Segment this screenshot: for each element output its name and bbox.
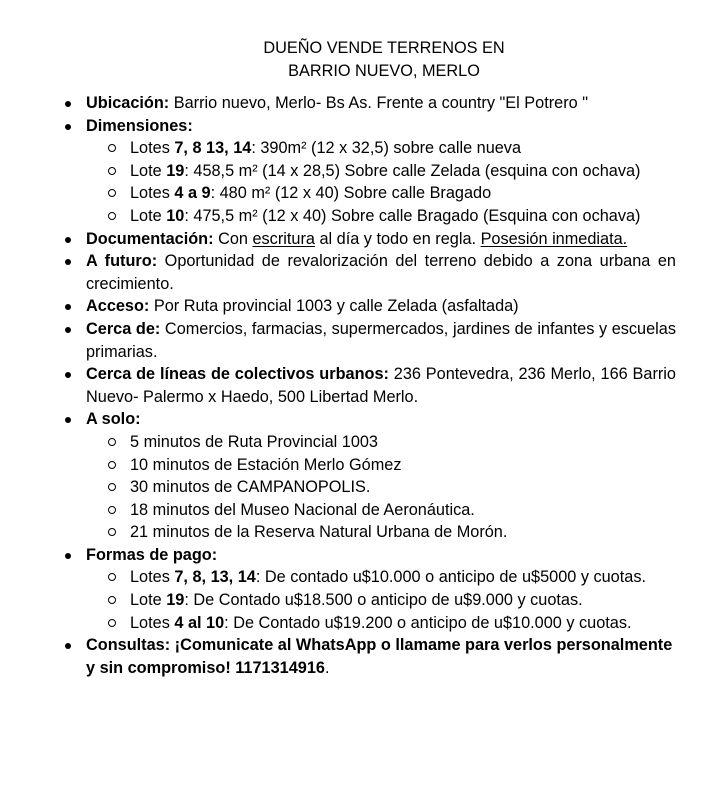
- consultas-period: .: [324, 658, 330, 677]
- pago-detail: : De contado u$10.000 o anticipo de u$5000 y cuotas.: [255, 568, 646, 587]
- formas-pago-label: Formas de pago:: [86, 545, 218, 564]
- lote-numbers: 19: [166, 161, 185, 180]
- distance-item: [130, 499, 676, 522]
- circle-bullet-icon: [108, 189, 116, 197]
- pago-detail: : De Contado u$18.500 o anticipo de u$9.000 y cuotas.: [184, 591, 583, 610]
- ubicacion-label: Ubicación:: [86, 94, 170, 112]
- lote-numbers: 10: [166, 206, 185, 225]
- circle-bullet-icon: [108, 144, 116, 152]
- lote-detail: : 480 m² (12 x 40) Sobre calle Bragado: [210, 184, 492, 203]
- bullet-icon: [65, 304, 71, 310]
- circle-bullet-icon: [108, 573, 116, 581]
- lote-detail: : 390m² (12 x 32,5) sobre calle nueva: [251, 139, 522, 158]
- title-line-2: BARRIO NUEVO, MERLO: [288, 61, 480, 80]
- lote-prefix: Lote: [130, 591, 167, 610]
- a-solo-list: [130, 431, 676, 544]
- document-title: [0, 37, 720, 82]
- distance-text: 5 minutos de Ruta Provincial 1003: [130, 432, 378, 451]
- bullet-icon: [65, 259, 71, 265]
- item-acceso: [86, 295, 676, 318]
- bullet-icon: [65, 643, 71, 649]
- dimensiones-item: [130, 160, 676, 183]
- documentacion-text: al día y todo en regla.: [314, 229, 481, 248]
- lote-numbers: 7, 8, 13, 14: [174, 568, 256, 587]
- lote-numbers: 19: [166, 591, 185, 610]
- bullet-icon: [65, 237, 71, 243]
- distance-text: 18 minutos del Museo Nacional de Aeronáutica.: [130, 500, 475, 519]
- circle-bullet-icon: [108, 619, 116, 627]
- main-list: [86, 92, 676, 679]
- circle-bullet-icon: [108, 506, 116, 514]
- posesion-text: Posesión inmediata.: [480, 229, 628, 248]
- lote-prefix: Lote: [130, 161, 167, 180]
- dimensiones-label: Dimensiones:: [86, 116, 193, 135]
- lote-numbers: 4 a 9: [174, 184, 211, 203]
- colectivos-label: Cerca de líneas de colectivos urbanos:: [86, 365, 389, 384]
- cerca-text: Comercios, farmacias, supermercados, jardines de infantes y escuelas primarias.: [86, 319, 676, 361]
- bullet-icon: [65, 417, 71, 423]
- pago-item: [130, 566, 676, 589]
- distance-item: [130, 521, 676, 544]
- a-solo-label: A solo:: [86, 410, 141, 429]
- circle-bullet-icon: [108, 483, 116, 491]
- bullet-icon: [65, 553, 71, 559]
- circle-bullet-icon: [108, 596, 116, 604]
- item-cerca: [86, 318, 676, 363]
- distance-text: 10 minutos de Estación Merlo Gómez: [130, 455, 402, 474]
- escritura-text: escritura: [252, 229, 315, 248]
- cerca-label: Cerca de:: [86, 319, 161, 338]
- dimensiones-item: [130, 137, 676, 160]
- documentacion-label: Documentación:: [86, 229, 214, 248]
- item-futuro: [86, 250, 676, 295]
- colectivos-text: 236 Pontevedra, 236 Merlo, 166 Barrio Nuevo- Palermo x Haedo, 500 Libertad Merlo.: [86, 365, 676, 406]
- item-consultas: [86, 634, 676, 679]
- lote-detail: : 458,5 m² (14 x 28,5) Sobre calle Zelada (esquina con ochava): [184, 161, 641, 180]
- circle-bullet-icon: [108, 212, 116, 220]
- dimensiones-item: [130, 205, 676, 228]
- dimensiones-item: [130, 182, 676, 205]
- lote-detail: : 475,5 m² (12 x 40) Sobre calle Bragado (Esquina con ochava): [184, 206, 641, 225]
- lote-numbers: 4 al 10: [174, 613, 225, 632]
- bullet-icon: [65, 327, 71, 333]
- circle-bullet-icon: [108, 528, 116, 536]
- documentacion-text: Con: [213, 229, 253, 248]
- distance-item: [130, 454, 676, 477]
- lote-prefix: Lotes: [130, 568, 175, 587]
- lote-numbers: 7, 8 13, 14: [174, 139, 252, 158]
- item-documentacion: [86, 228, 676, 251]
- circle-bullet-icon: [108, 167, 116, 175]
- circle-bullet-icon: [108, 461, 116, 469]
- title-line-1: DUEÑO VENDE TERRENOS EN: [263, 39, 505, 57]
- consultas-text: Consultas: ¡Comunicate al WhatsApp o llamame para verlos personalmente y sin compromiso! 1171314916: [86, 636, 673, 677]
- lote-prefix: Lotes: [130, 139, 175, 158]
- lote-prefix: Lotes: [130, 184, 175, 203]
- bullet-icon: [65, 101, 71, 107]
- item-colectivos: [86, 363, 676, 408]
- item-dimensiones: [86, 115, 676, 228]
- acceso-text: Por Ruta provincial 1003 y calle Zelada (asfaltada): [149, 297, 519, 316]
- lote-prefix: Lotes: [130, 613, 175, 632]
- lote-prefix: Lote: [130, 206, 167, 225]
- distance-text: 21 minutos de la Reserva Natural Urbana de Morón.: [130, 523, 508, 542]
- item-ubicacion: [86, 92, 676, 115]
- item-formas-pago: [86, 544, 676, 634]
- circle-bullet-icon: [108, 438, 116, 446]
- pago-item: [130, 612, 676, 635]
- distance-item: [130, 476, 676, 499]
- acceso-label: Acceso:: [86, 297, 150, 316]
- distance-text: 30 minutos de CAMPANOPOLIS.: [130, 478, 371, 497]
- ubicacion-text: Barrio nuevo, Merlo- Bs As. Frente a country "El Potrero ": [169, 94, 588, 112]
- bullet-icon: [65, 372, 71, 378]
- formas-pago-list: [130, 566, 676, 634]
- distance-item: [130, 431, 676, 454]
- item-a-solo: [86, 408, 676, 544]
- pago-detail: : De Contado u$19.200 o anticipo de u$10.000 y cuotas.: [224, 613, 632, 632]
- bullet-icon: [65, 124, 71, 130]
- futuro-label: A futuro:: [86, 252, 158, 271]
- pago-item: [130, 589, 676, 612]
- dimensiones-list: [130, 137, 676, 227]
- futuro-text: Oportunidad de revalorización del terreno debido a zona urbana en crecimiento.: [86, 252, 676, 293]
